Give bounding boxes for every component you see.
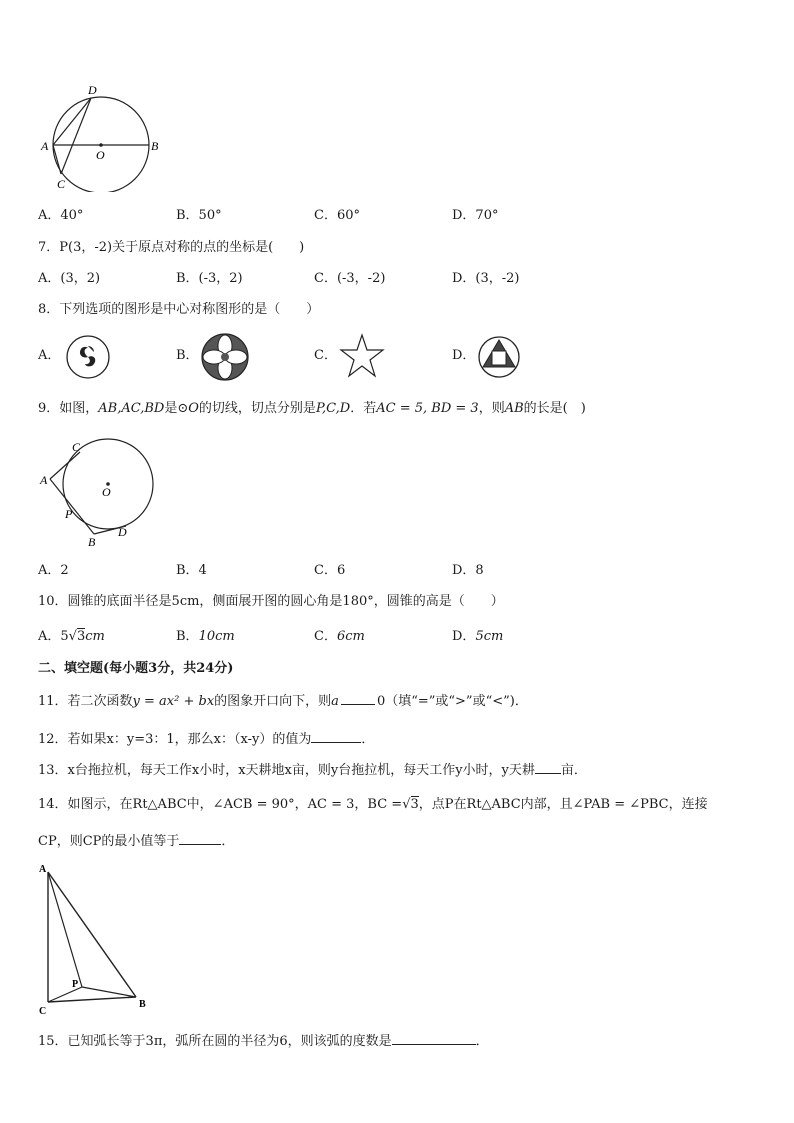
q7-text: P(3，-2)关于原点对称的点的坐标是( ) (59, 240, 305, 255)
q13-question (38, 760, 587, 780)
star-icon (338, 332, 386, 380)
q9-prefix: 9．如图， (38, 401, 99, 416)
label-o: O (96, 148, 105, 162)
q9-dot: ．若 (350, 401, 377, 416)
label-c: C (72, 440, 81, 454)
q15-answer-blank[interactable] (392, 1031, 476, 1045)
q10-option-a-coef: 5 (60, 629, 69, 644)
tomoe-swirl-icon (64, 334, 112, 380)
q10-option-a-letter: A． (38, 629, 61, 644)
q10-option-b-letter: B． (176, 629, 199, 644)
q14-line1-suffix: ，点P在Rt△ABC内部，且∠PAB = ∠PBC，连接 (418, 797, 708, 812)
label-b: B (151, 139, 159, 153)
q12-answer-blank[interactable] (311, 729, 361, 743)
label-o: O (102, 485, 111, 499)
q14-question-line2 (38, 831, 234, 851)
q8-option-c-label: C． (314, 348, 337, 363)
q11-mid: 的图象开口向下，则 (214, 694, 332, 709)
q6-option-b: B．50° (176, 208, 222, 223)
q15-text: 15．已知弧长等于3π，弧所在圆的半径为6，则该弧的度数是 (38, 1034, 392, 1049)
q9-ab: AB (504, 401, 524, 416)
q9-circle: ⊙O (177, 401, 199, 416)
label-p: P (72, 979, 79, 990)
q10-question: 10．圆锥的底面半径是5cm，侧面展开图的圆心角是180°，圆锥的高是（ ） (38, 594, 504, 609)
q8-option-b-label: B． (176, 348, 199, 363)
q10-option-a-radicand: 3 (76, 629, 86, 644)
q10-option-b-value: 10cm (198, 629, 235, 644)
q9-is: 是 (164, 401, 178, 416)
triangle-figure-q14 (36, 862, 156, 1017)
q8-option-d-label: D． (452, 348, 476, 363)
q11-answer-blank[interactable] (341, 691, 375, 705)
q7-option-c: C．(-3，-2) (314, 271, 386, 286)
q6-option-d: D．70° (452, 208, 499, 223)
q11-question (38, 691, 528, 711)
q10-option-d-letter: D． (452, 629, 476, 644)
q11-var-a: a (331, 694, 339, 709)
q10-option-c-letter: C． (314, 629, 337, 644)
q6-option-a: A．40° (38, 208, 84, 223)
q9-tail: 的长是( ) (523, 401, 586, 416)
q15-question (38, 1031, 489, 1051)
q14-question-line1 (38, 796, 708, 814)
q10-option-d (452, 628, 503, 646)
q10-option-a (38, 628, 105, 646)
label-a: A (39, 864, 47, 875)
q10-option-c-value: 6cm (336, 629, 365, 644)
q9-question (38, 400, 586, 418)
q11-prefix: 11．若二次函数 (38, 694, 133, 709)
section-title: 二、填空题(每小题3分，共24分) (38, 661, 234, 676)
q13-answer-blank[interactable] (535, 760, 561, 774)
q7-option-d: D．(3，-2) (452, 271, 520, 286)
q9-equation: AC = 5, BD = 3 (376, 401, 479, 416)
q12-question (38, 729, 374, 749)
q9-points: P,C,D (315, 401, 351, 416)
sqrt-icon: √ (68, 629, 77, 644)
q7-number: 7． (38, 240, 60, 255)
q9-mid: 的切线，切点分别是 (198, 401, 316, 416)
q10-option-b (176, 628, 235, 646)
label-d: D (88, 83, 97, 97)
label-a: A (40, 473, 48, 487)
tangent-figure-q9 (38, 436, 163, 551)
q8-option-a-label: A． (38, 348, 61, 363)
q6-option-c: C．60° (314, 208, 360, 223)
q7-option-a: A．(3，2) (38, 271, 101, 286)
q14-end: ． (221, 834, 235, 849)
q12-end: ． (361, 732, 375, 747)
q8-question: 8．下列选项的图形是中心对称图形的是（ ） (38, 302, 320, 317)
q14-answer-blank[interactable] (179, 831, 221, 845)
q10-option-d-value: 5cm (475, 629, 504, 644)
q9-then: ，则 (478, 401, 505, 416)
q9-option-a: A．2 (38, 563, 69, 578)
q11-formula: y = ax² + bx (132, 694, 215, 709)
q9-option-b: B．4 (176, 563, 207, 578)
label-b: B (88, 535, 96, 549)
label-d: D (118, 525, 127, 539)
label-a: A (41, 139, 49, 153)
q11-tail: 0（填“=”或“>”或“<”)． (376, 694, 528, 709)
q10-option-c (314, 628, 365, 646)
circle-triangle-square-icon (476, 334, 522, 380)
circle-figure-q6 (40, 82, 165, 192)
q14-line2-prefix: CP，则CP的最小值等于 (38, 834, 180, 849)
label-p: P (65, 507, 73, 521)
label-b: B (139, 999, 146, 1010)
four-petal-circle-icon (200, 332, 250, 382)
sqrt-icon: √ (402, 797, 411, 812)
q12-text: 12．若如果x：y=3：1，那么x：（x-y）的值为 (38, 732, 312, 747)
label-c: C (39, 1006, 47, 1017)
q7-option-b: B．(-3，2) (176, 271, 243, 286)
q9-tangents: AB,AC,BD (98, 401, 165, 416)
q13-end: 亩． (560, 763, 587, 778)
q14-radicand: 3 (410, 797, 419, 812)
q14-line1-prefix: 14．如图示，在Rt△ABC中，∠ACB = 90°，AC = 3，BC = (38, 797, 403, 812)
q9-option-d: D．8 (452, 563, 484, 578)
q7-question (38, 239, 304, 257)
q13-text: 13．x台拖拉机，每天工作x小时，x天耕地x亩，则y台拖拉机，每天工作y小时，y天耕 (38, 763, 535, 778)
q10-option-a-unit: cm (85, 629, 105, 644)
q15-end: ． (475, 1034, 489, 1049)
q9-option-c: C．6 (314, 563, 346, 578)
label-c: C (57, 177, 66, 191)
